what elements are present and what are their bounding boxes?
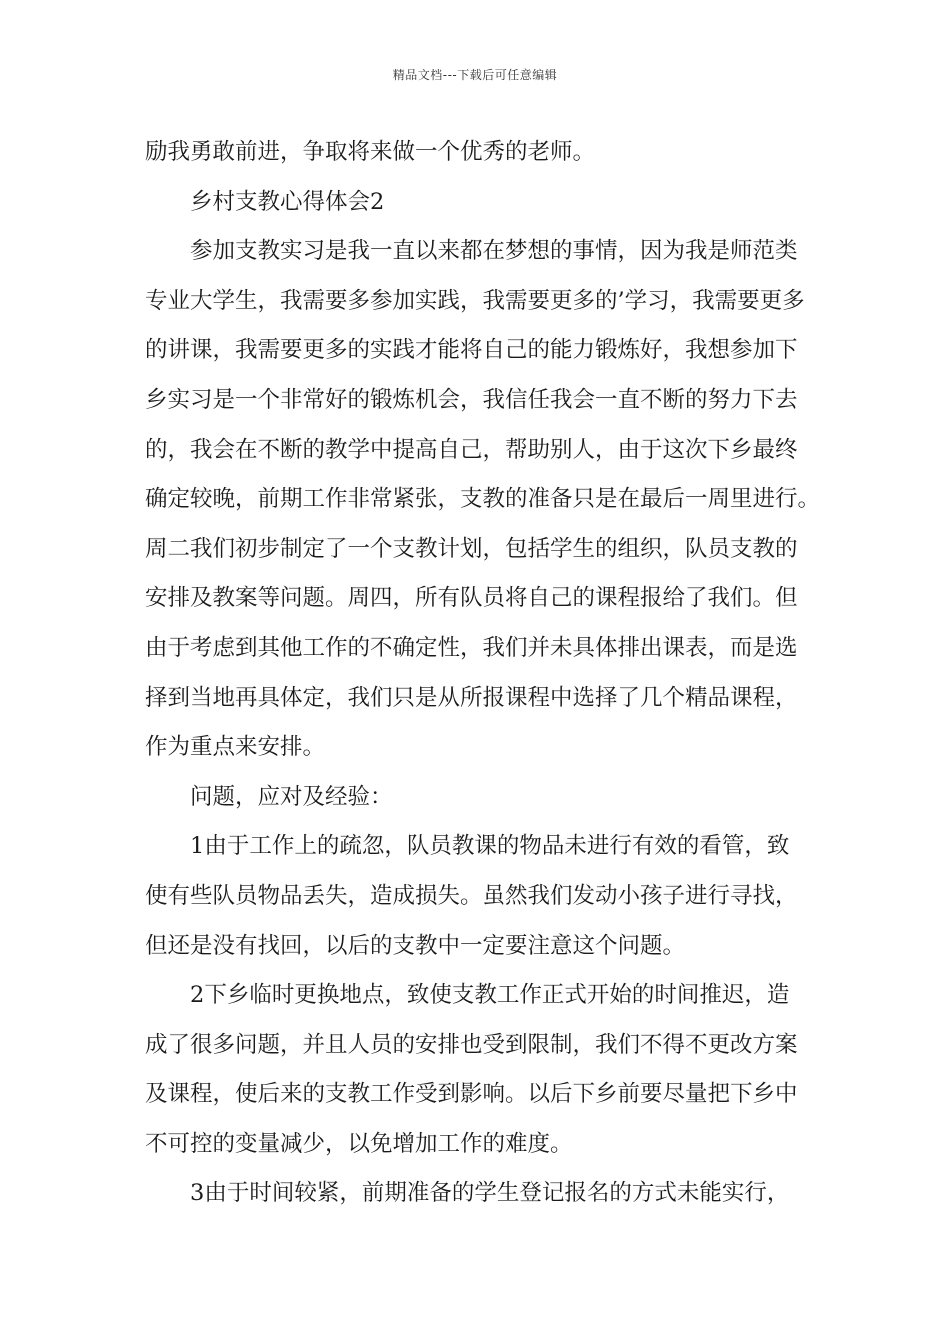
text-line: 2下乡临时更换地点，致使支教工作正式开始的时间推迟，造 xyxy=(190,982,790,1009)
page-header: 精品文档---下载后可任意编辑 xyxy=(392,68,558,82)
text-line: 周二我们初步制定了一个支教计划，包括学生的组织，队员支教的 xyxy=(145,535,798,562)
text-line: 专业大学生，我需要多参加实践，我需要更多的’学习，我需要更多 xyxy=(145,287,805,314)
text-line: 安排及教案等问题。周四，所有队员将自己的课程报给了我们。但 xyxy=(145,585,798,612)
text-line: 1由于工作上的疏忽，队员教课的物品未进行有效的看管，致 xyxy=(190,833,790,860)
text-line: 的讲课，我需要更多的实践才能将自己的能力锻炼好，我想参加下 xyxy=(145,337,798,364)
text-line: 使有些队员物品丢失，造成损失。虽然我们发动小孩子进行寻找， xyxy=(145,882,798,909)
text-line: 成了很多问题，并且人员的安排也受到限制，我们不得不更改方案 xyxy=(145,1031,798,1058)
text-line: 乡实习是一个非常好的锻炼机会，我信任我会一直不断的努力下去 xyxy=(145,386,798,413)
text-line: 择到当地再具体定，我们只是从所报课程中选择了几个精品课程， xyxy=(145,684,798,711)
document-body xyxy=(145,128,820,1219)
text-line: 由于考虑到其他工作的不确定性，我们并未具体排出课表，而是选 xyxy=(145,634,798,661)
text-line: 但还是没有找回，以后的支教中一定要注意这个问题。 xyxy=(145,932,686,959)
text-line: 励我勇敢前进，争取将来做一个优秀的老师。 xyxy=(145,139,596,165)
text-line: 作为重点来安排。 xyxy=(145,734,326,761)
text-line: 3由于时间较紧，前期准备的学生登记报名的方式未能实行， xyxy=(190,1180,790,1207)
text-line: 及课程，使后来的支教工作受到影响。以后下乡前要尽量把下乡中 xyxy=(145,1081,798,1108)
text-line: 的，我会在不断的教学中提高自己，帮助别人，由于这次下乡最终 xyxy=(145,436,798,463)
text-line: 参加支教实习是我一直以来都在梦想的事情，因为我是师范类 xyxy=(190,238,798,265)
text-line: 确定较晚，前期工作非常紧张，支教的准备只是在最后一周里进行。 xyxy=(145,486,821,513)
text-line: 不可控的变量减少，以免增加工作的难度。 xyxy=(145,1130,573,1157)
text-line: 乡村支教心得体会2 xyxy=(190,188,385,215)
text-line: 问题，应对及经验： xyxy=(190,783,393,810)
